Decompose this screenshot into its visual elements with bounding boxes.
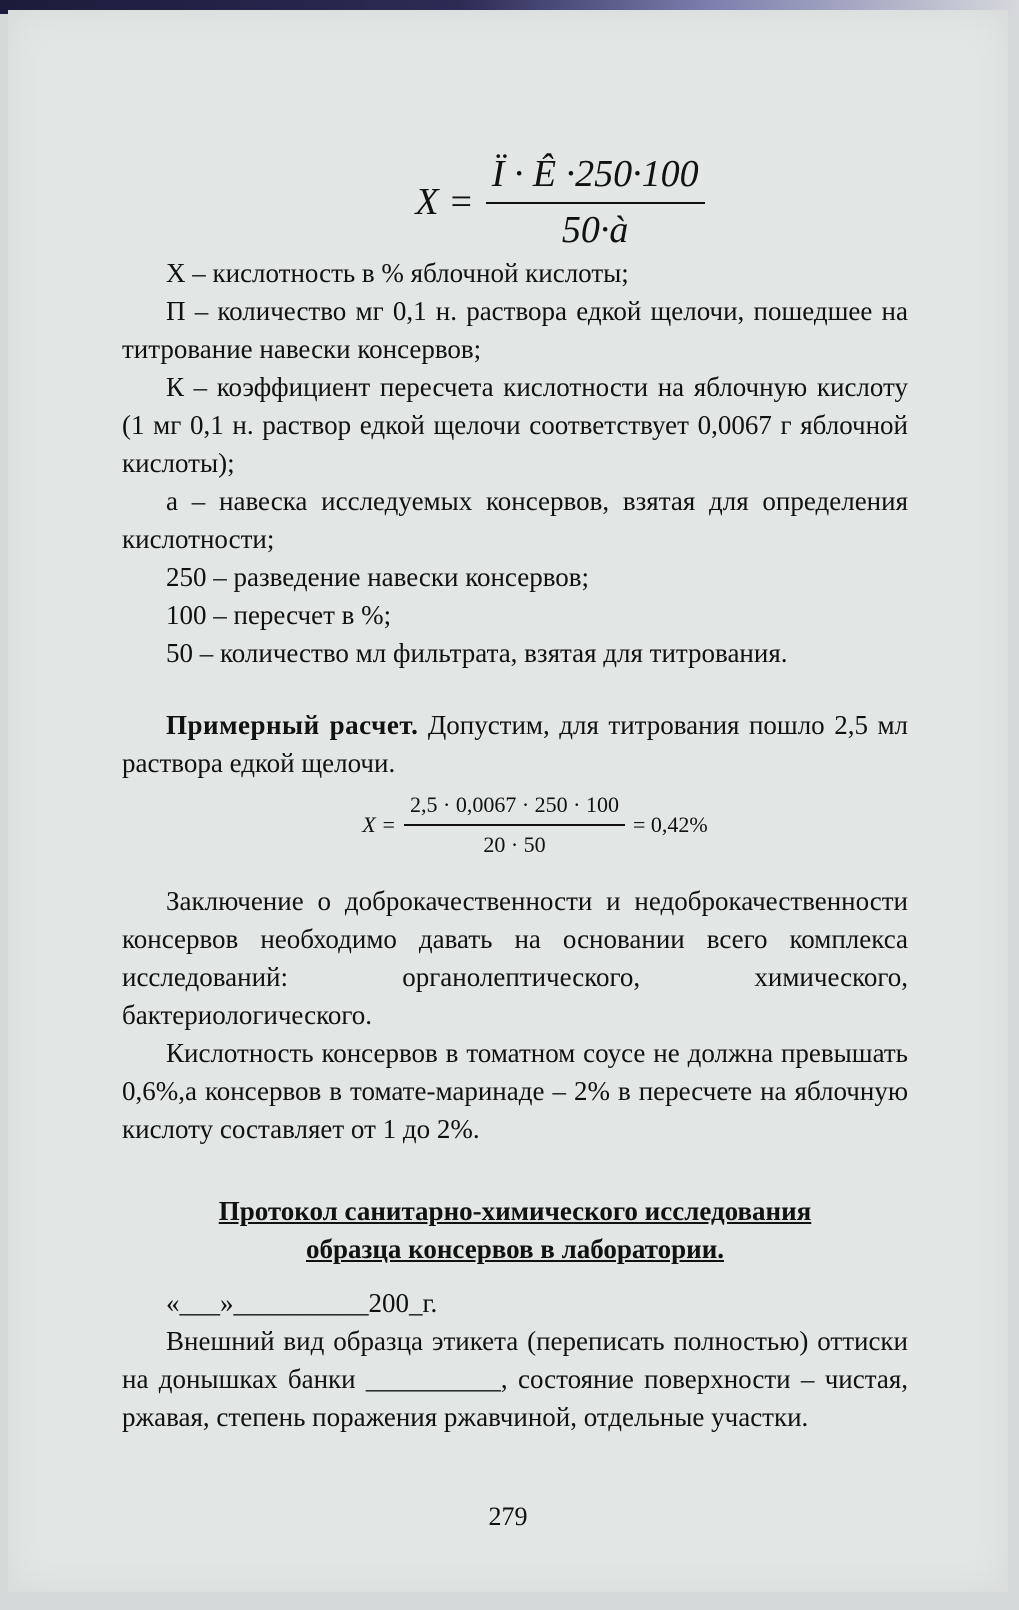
protocol-heading bbox=[122, 1192, 908, 1268]
page-content bbox=[122, 150, 908, 1436]
example-formula-numerator: 2,5 · 0,0067 · 250 · 100 bbox=[410, 792, 620, 817]
definition-p: П – количество мг 0,1 н. раствора едкой щелочи, пошедшее на титрование навески консервов; bbox=[122, 296, 908, 364]
example-lead: Примерный расчет. bbox=[166, 710, 419, 740]
definition-250: 250 – разведение навески консервов; bbox=[166, 562, 590, 592]
example-formula bbox=[162, 782, 908, 868]
page-number: 279 bbox=[488, 1502, 528, 1531]
protocol-text: Внешний вид образца этикета (переписать полностью) оттиски на донышках банки __________, состояние поверхности – чистая, ржавая, степень поражения ржавчиной, отдельные участки. bbox=[122, 1326, 908, 1432]
date-line: «___»__________200_г. bbox=[166, 1288, 438, 1318]
formula-fraction bbox=[486, 152, 705, 252]
example-text: Допустим, для титрования пошло 2,5 мл раствора едкой щелочи. bbox=[122, 710, 909, 778]
protocol-heading-line1: Протокол санитарно-химического исследования bbox=[218, 1196, 812, 1226]
acidity-formula bbox=[212, 150, 908, 254]
definition-k: К – коэффициент пересчета кислотности на яблочную кислоту (1 мг 0,1 н. раствор едкой щелочи соответствует 0,0067 г яблочной кислоты); bbox=[122, 372, 908, 478]
acidity-limit-paragraph: Кислотность консервов в томатном соусе не должна превышать 0,6%,а консервов в томате-маринаде – 2% в пересчете на яблочную кислоту составляет от 1 до 2%. bbox=[122, 1038, 908, 1144]
formula-lhs: X = bbox=[415, 181, 474, 223]
example-formula-fraction bbox=[404, 790, 625, 860]
definition-a: а – навеска исследуемых консервов, взятая для определения кислотности; bbox=[122, 486, 908, 554]
example-formula-denominator: 20 · 50 bbox=[483, 832, 546, 857]
conclusion-paragraph: Заключение о доброкачественности и недоброкачественности консервов необходимо давать на основании всего комплекса исследований: органолептического, химического, бактериологического. bbox=[122, 886, 908, 1030]
formula-numerator: Ï · Ê ·250·100 bbox=[491, 153, 699, 195]
book-page bbox=[8, 10, 1008, 1592]
definition-50: 50 – количество мл фильтрата, взятая для титрования. bbox=[166, 638, 788, 668]
definition-100: 100 – пересчет в %; bbox=[166, 600, 392, 630]
example-formula-result: = 0,42% bbox=[633, 812, 708, 837]
protocol-heading-line2: образца консервов в лаборатории. bbox=[305, 1234, 725, 1264]
formula-denominator: 50·à bbox=[561, 209, 629, 251]
definition-x: Х – кислотность в % яблочной кислоты; bbox=[166, 258, 629, 288]
example-paragraph bbox=[122, 706, 908, 782]
example-formula-lhs: X = bbox=[362, 812, 397, 837]
